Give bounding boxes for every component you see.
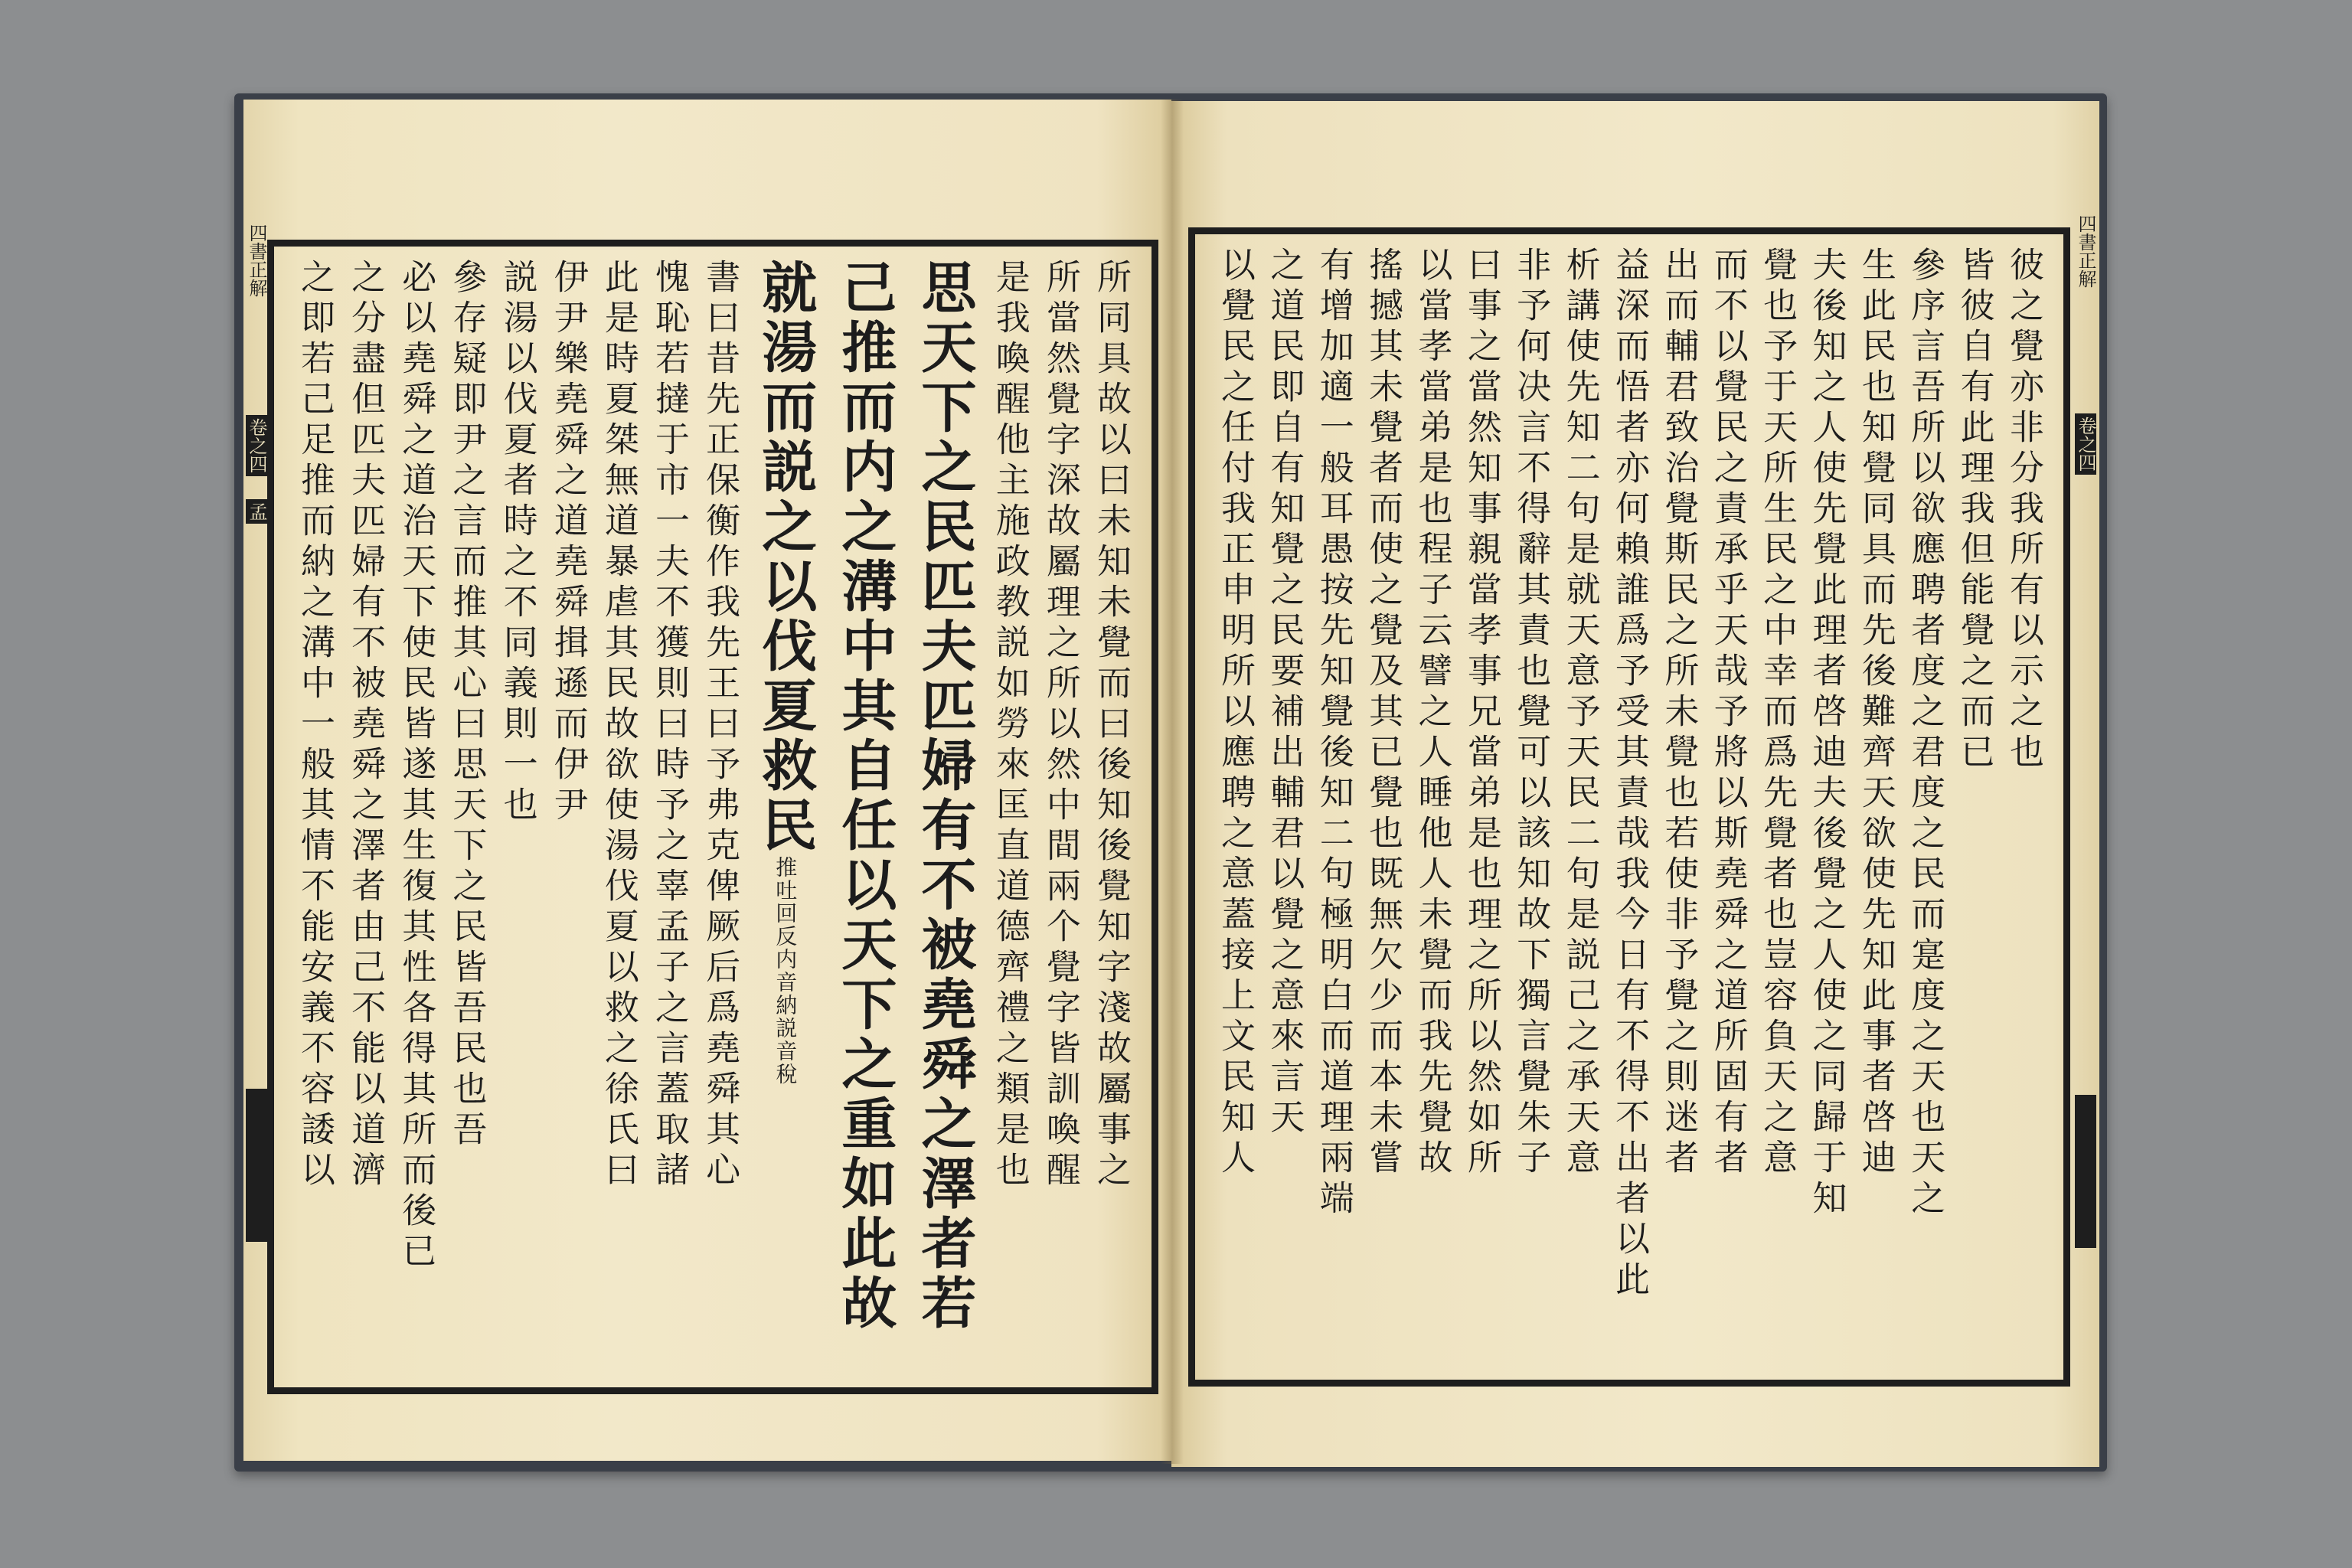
commentary-column: 覺也予于天所生民之中幸而爲先覺者也豈容負天之意 bbox=[1757, 247, 1798, 1180]
left-text-columns bbox=[274, 247, 1152, 1387]
right-text-frame bbox=[1188, 227, 2070, 1387]
commentary-column: 出而輔君致治覺斯民之所未覺也若使非予覺之則迷者 bbox=[1658, 247, 1700, 1180]
left-margin-strip bbox=[246, 224, 267, 1395]
commentary-column: 彼之覺亦非分我所有以示之也 bbox=[2004, 247, 2044, 774]
commentary-column: 而不以覺民之責承乎天哉予將以斯堯舜之道所固有者 bbox=[1707, 247, 1749, 1180]
left-text-frame bbox=[267, 240, 1158, 1394]
main-text: 就湯而説之以伐夏救民 bbox=[753, 259, 818, 856]
commentary-column: 皆彼自有此理我但能覺之而已 bbox=[1954, 247, 1995, 774]
book-title: 四書正解 bbox=[246, 224, 267, 297]
volume-label: 卷之四 bbox=[2075, 413, 2096, 475]
commentary-column: 以覺民之任付我正申明所以應聘之意蓋接上文民知人 bbox=[1215, 247, 1256, 1180]
book-gutter bbox=[1161, 100, 1184, 1464]
book-title: 四書正解 bbox=[2075, 214, 2096, 288]
commentary-column: 析講使先知二句是就天意予天民二句是説己之承天意 bbox=[1560, 247, 1601, 1180]
commentary-column: 此是時夏桀無道暴虐其民故欲使湯伐夏以救之徐氏曰 bbox=[598, 259, 639, 1192]
commentary-column: 曰事之當然知事親當孝事兄當弟是也理之所以然如所 bbox=[1461, 247, 1502, 1180]
section-label: 孟 bbox=[246, 499, 267, 524]
commentary-column: 以當孝當弟是也程子云譬之人睡他人未覺而我先覺故 bbox=[1412, 247, 1453, 1180]
commentary-column: 是我喚醒他主施政教説如勞來匡直道德齊禮之類是也 bbox=[989, 259, 1031, 1192]
commentary-column: 必以堯舜之道治天下使民皆遂其生復其性各得其所而後已 bbox=[396, 259, 437, 1273]
commentary-column: 有增加適一般耳愚按先知覺後知二句極明白而道理兩端 bbox=[1313, 247, 1354, 1220]
commentary-column: 夫後知之人使先覺此理者啓迪夫後覺之人使之同歸于知 bbox=[1806, 247, 1847, 1220]
main-text-column-with-note bbox=[746, 259, 823, 1372]
right-text-columns bbox=[1195, 234, 2063, 1380]
commentary-column: 説湯以伐夏者時之不同義則一也 bbox=[497, 259, 538, 827]
right-margin-strip bbox=[2075, 214, 2096, 1393]
commentary-column: 益深而悟者亦何賴誰爲予受其責哉我今日有不得不出者以此 bbox=[1609, 247, 1650, 1302]
commentary-column: 之即若己足推而納之溝中一般其情不能安義不容諉以 bbox=[295, 259, 335, 1192]
commentary-column: 所同具故以曰未知未覺而曰後知後覺知字淺故屬事之 bbox=[1090, 259, 1132, 1192]
pronunciation-note: 推吐回反内音納説音稅 bbox=[773, 856, 799, 1086]
fish-tail-mark bbox=[2075, 1095, 2096, 1248]
commentary-column: 伊尹樂堯舜之道堯舜揖遜而伊尹 bbox=[547, 259, 589, 827]
commentary-column: 之道民即自有知覺之民要補出輔君以覺之意來言天 bbox=[1264, 247, 1305, 1139]
commentary-column: 之分盡但匹夫匹婦有不被堯舜之澤者由己不能以道濟 bbox=[345, 259, 387, 1192]
volume-label: 卷之四 bbox=[246, 415, 267, 476]
commentary-column: 參序言吾所以欲應聘者度之君度之民而寔度之天也天之 bbox=[1905, 247, 1946, 1220]
commentary-column: 愧恥若撻于市一夫不獲則曰時予之辜孟子之言蓋取諸 bbox=[648, 259, 690, 1192]
fish-tail-mark bbox=[246, 1089, 267, 1242]
commentary-column: 非予何决言不得辭其責也覺可以該知故下獨言覺朱子 bbox=[1511, 247, 1552, 1180]
commentary-column: 生此民也知覺同具而先後難齊天欲使先知此事者啓迪 bbox=[1855, 247, 1896, 1180]
commentary-column: 參存疑即尹之言而推其心曰思天下之民皆吾民也吾 bbox=[446, 259, 488, 1152]
commentary-column: 搖撼其未覺者而使之覺及其已覺也既無欠少而本未嘗 bbox=[1363, 247, 1404, 1180]
main-text-column: 己推而内之溝中其自任以天下之重如此故 bbox=[832, 259, 898, 1334]
commentary-column: 書曰昔先正保衡作我先王曰予弗克俾厥后爲堯舜其心 bbox=[700, 259, 741, 1192]
commentary-column: 所當然覺字深故屬理之所以然中間兩个覺字皆訓喚醒 bbox=[1040, 259, 1081, 1192]
main-text-column: 思天下之民匹夫匹婦有不被堯舜之澤者若 bbox=[912, 259, 978, 1334]
